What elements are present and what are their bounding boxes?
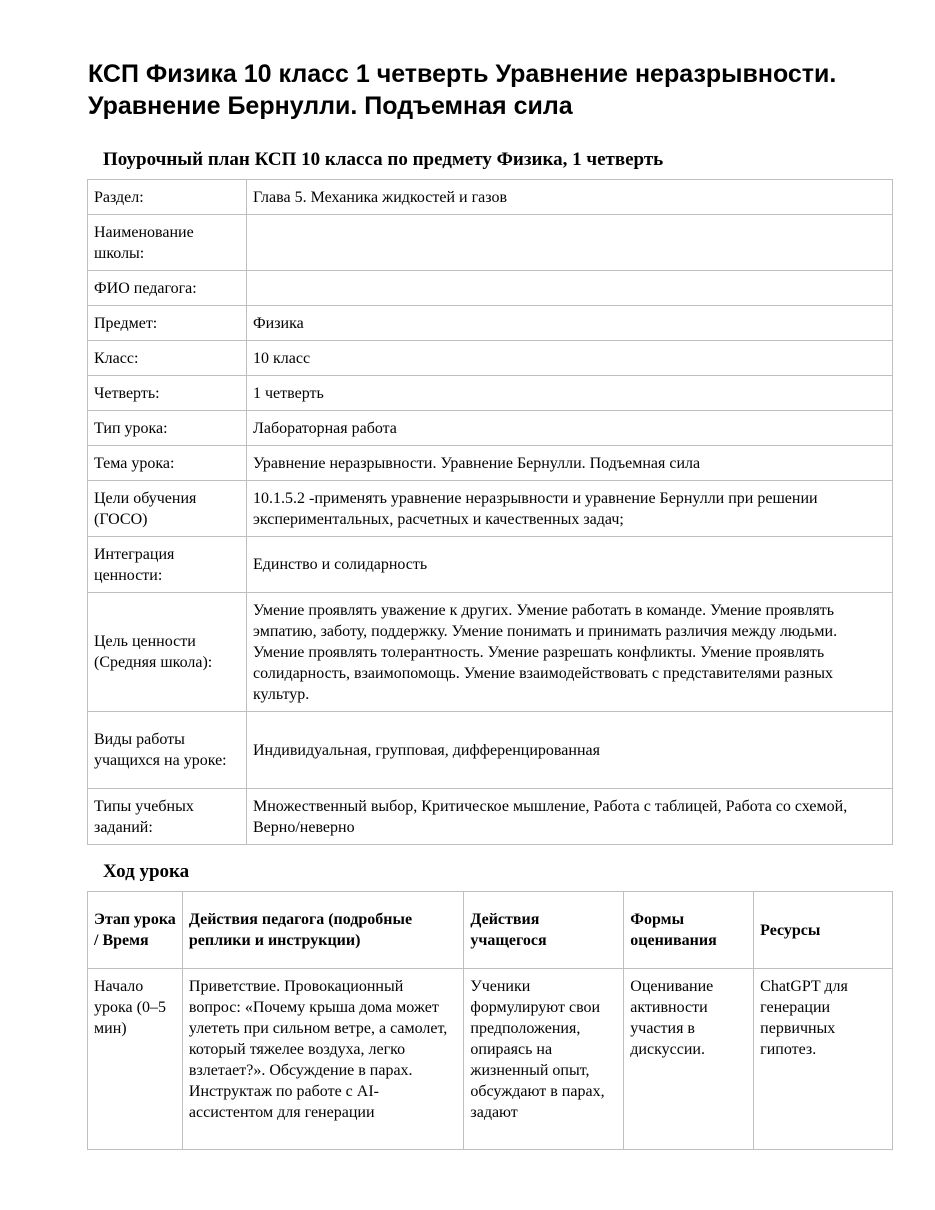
table-row bbox=[88, 969, 893, 1150]
table-row bbox=[88, 593, 893, 712]
column-header: Формы оценивания bbox=[624, 892, 754, 969]
column-header: Этап урока / Время bbox=[88, 892, 183, 969]
table-row bbox=[88, 180, 893, 215]
table-row bbox=[88, 712, 893, 789]
table-row bbox=[88, 446, 893, 481]
plan-heading: Поурочный план КСП 10 класса по предмету Физика, 1 четверть bbox=[103, 149, 664, 170]
table-row bbox=[88, 215, 893, 271]
table-row bbox=[88, 376, 893, 411]
teacher-actions-cell: Приветствие. Провокационный вопрос: «Почему крыша дома может улететь при сильном ветре, а самолет, который тяжелее воздуха, легко взлетает?». Обсуждение в парах. Инструктаж по работе с AI-ассистентом для генерации bbox=[182, 969, 464, 1150]
course-table bbox=[87, 891, 893, 1150]
row-key: Предмет: bbox=[88, 306, 247, 341]
column-header: Ресурсы bbox=[754, 892, 893, 969]
table-row bbox=[88, 481, 893, 537]
table-row bbox=[88, 537, 893, 593]
row-key: Тема урока: bbox=[88, 446, 247, 481]
table-row bbox=[88, 271, 893, 306]
row-key: Типы учебных заданий: bbox=[88, 789, 247, 845]
document-title: КСП Физика 10 класс 1 четверть Уравнение неразрывности. Уравнение Бернулли. Подъемная сила bbox=[88, 60, 837, 120]
row-value: Лабораторная работа bbox=[247, 411, 893, 446]
row-value: Умение проявлять уважение к других. Умение работать в команде. Умение проявлять эмпатию, заботу, поддержку. Умение понимать и принимать различия между людьми. Умение проявлять толерантность. Умение разрешать конфликты. Умение проявлять солидарность, взаимопомощь. Умение взаимодействовать с представителями разных культур. bbox=[247, 593, 893, 712]
row-value: 10 класс bbox=[247, 341, 893, 376]
resources-cell: ChatGPT для генерации первичных гипотез. bbox=[754, 969, 893, 1150]
plan-table bbox=[87, 179, 893, 845]
row-key: Четверть: bbox=[88, 376, 247, 411]
row-value: Индивидуальная, групповая, дифференцированная bbox=[247, 712, 893, 789]
row-value bbox=[247, 271, 893, 306]
table-header-row bbox=[88, 892, 893, 969]
row-value: Глава 5. Механика жидкостей и газов bbox=[247, 180, 893, 215]
row-value: 1 четверть bbox=[247, 376, 893, 411]
table-row bbox=[88, 411, 893, 446]
row-key: Наименование школы: bbox=[88, 215, 247, 271]
row-value: Единство и солидарность bbox=[247, 537, 893, 593]
course-heading: Ход урока bbox=[103, 861, 190, 882]
row-key: Раздел: bbox=[88, 180, 247, 215]
row-value: Физика bbox=[247, 306, 893, 341]
row-value: 10.1.5.2 -применять уравнение неразрывности и уравнение Бернулли при решении экспериментальных, расчетных и качественных задач; bbox=[247, 481, 893, 537]
stage-cell: Начало урока (0–5 мин) bbox=[88, 969, 183, 1150]
row-value bbox=[247, 215, 893, 271]
table-row bbox=[88, 789, 893, 845]
row-key: Тип урока: bbox=[88, 411, 247, 446]
row-key: Виды работы учащихся на уроке: bbox=[88, 712, 247, 789]
table-row bbox=[88, 306, 893, 341]
row-value: Множественный выбор, Критическое мышление, Работа с таблицей, Работа со схемой, Верно/неверно bbox=[247, 789, 893, 845]
student-actions-cell: Ученики формулируют свои предположения, опираясь на жизненный опыт, обсуждают в парах, задают bbox=[464, 969, 624, 1150]
row-key: Класс: bbox=[88, 341, 247, 376]
column-header: Действия учащегося bbox=[464, 892, 624, 969]
table-row bbox=[88, 341, 893, 376]
row-key: Интеграция ценности: bbox=[88, 537, 247, 593]
row-key: ФИО педагога: bbox=[88, 271, 247, 306]
assessment-cell: Оценивание активности участия в дискуссии. bbox=[624, 969, 754, 1150]
row-key: Цели обучения (ГОСО) bbox=[88, 481, 247, 537]
row-key: Цель ценности (Средняя школа): bbox=[88, 593, 247, 712]
column-header: Действия педагога (подробные реплики и инструкции) bbox=[182, 892, 464, 969]
row-value: Уравнение неразрывности. Уравнение Бернулли. Подъемная сила bbox=[247, 446, 893, 481]
